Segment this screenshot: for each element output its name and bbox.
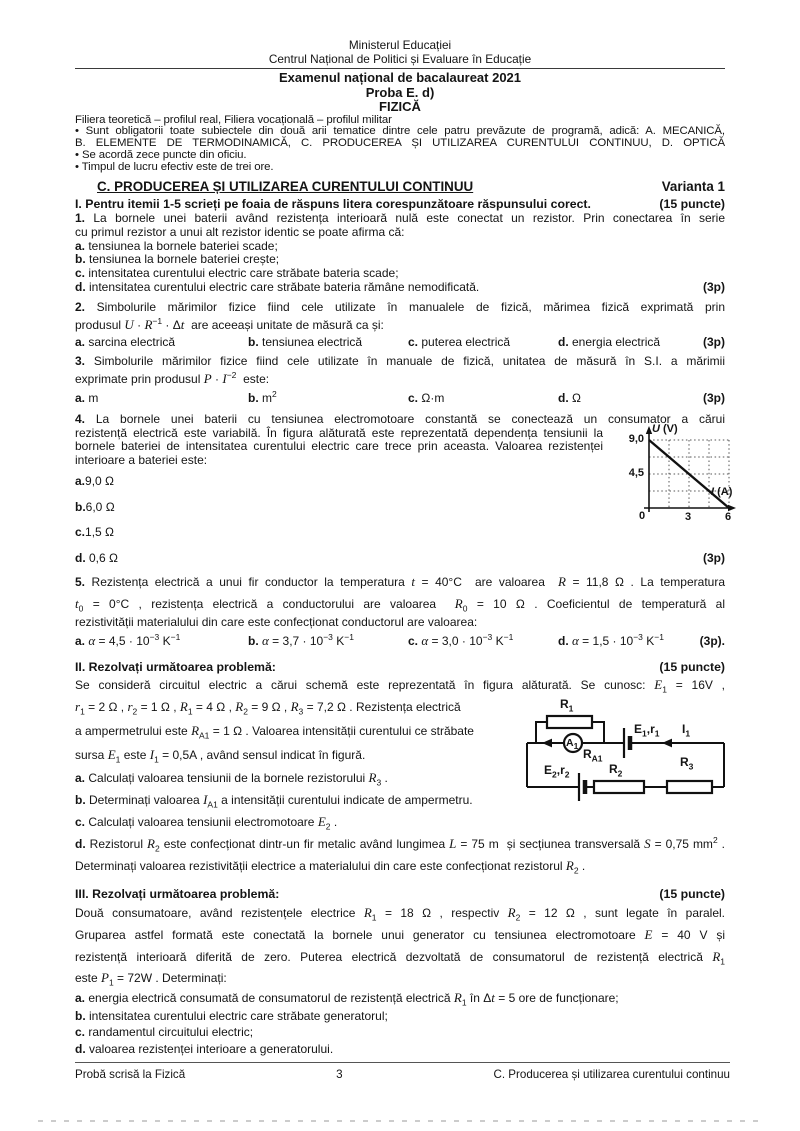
s2-line4: sursa $E_1$ este $I_1 = 0,5A$ , având sensul indicat în figură. xyxy=(75,746,366,764)
bullet-oficiu: • Se acordă zece puncte din oficiu. xyxy=(75,149,247,162)
q3-option-a: a. m xyxy=(75,390,99,405)
graph-ylabel: U (V) xyxy=(652,422,678,435)
q4-option-d: d. 0,6 Ω xyxy=(75,550,118,565)
graph-origin-label: 0 xyxy=(639,509,646,522)
s3-task-b: b. intensitatea curentului electric care străbate generatorul; xyxy=(75,1008,388,1023)
q5-points: (3p). xyxy=(699,633,725,648)
ministry-line: Ministerul Educației xyxy=(348,38,452,52)
graph-xtick-3: 3 xyxy=(685,510,692,523)
q2-option-b: b. tensiunea electrică xyxy=(248,334,363,349)
subject1-heading-row xyxy=(75,197,725,212)
subject2-points: (15 puncte) xyxy=(659,659,725,674)
q5-option-d: d. $\alpha = 1,5 \cdot 10^{-3}$ $K^{-1}$ xyxy=(558,631,664,648)
s3-line2: Gruparea astfel formată este conectată la bornele unui generator cu tensiunea electromotoare E = 40 V și xyxy=(75,926,725,942)
s3-line3: rezistență interioară diferită de zero. Puterea electrică dezvoltată de consumatorul de rezistență electrică $R_1$ xyxy=(75,948,725,966)
graph-ytick-45: 4,5 xyxy=(628,466,644,479)
q2-option-c: c. puterea electrică xyxy=(408,334,511,349)
resistor-R2 xyxy=(594,781,644,793)
q5-line1: 5. Rezistența electrică a unui fir conductor la temperatura t = 40°C are valoarea R = 11,8 Ω . La temperatura xyxy=(75,573,725,589)
q4-option-b: b. 6,0 Ω xyxy=(75,499,115,514)
question-3 xyxy=(75,354,725,408)
question-5 xyxy=(75,571,725,652)
subject2-title: II. Rezolvați următoarea problemă: xyxy=(75,659,276,674)
q5-option-a: a. $\alpha = 4,5 \cdot 10^{-3}$ $K^{-1}$ xyxy=(75,631,181,648)
q3-option-d: d. Ω xyxy=(558,390,581,405)
s3-line4: este $P_1 = 72W$ . Determinați: xyxy=(75,969,227,987)
subject3-points: (15 puncte) xyxy=(659,886,725,901)
subject1-title: I. Pentru itemii 1-5 scrieți pe foaia de răspuns litera corespunzătoare răspunsului corect. xyxy=(75,197,591,212)
s3-task-c: c. randamentul circuitului electric; xyxy=(75,1025,254,1039)
graph-xlabel: I (A) xyxy=(711,485,733,498)
s3-task-a: a. energia electrică consumată de consumatorul de rezistență electrică $R_1$ în Δt = 5 ore de funcționare; xyxy=(75,989,619,1007)
q5-options-row xyxy=(75,630,725,652)
label-E2r2: $E_2,r_2$ xyxy=(544,762,570,779)
q5-option-b: b. $\alpha = 3,7 \cdot 10^{-3}$ $K^{-1}$ xyxy=(248,631,354,648)
variant-label: Varianta 1 xyxy=(661,179,725,195)
s2-task-a: a. Calculați valoarea tensiunii de la bornele rezistorului $R_3$ . xyxy=(75,769,388,787)
subject3 xyxy=(75,887,725,1058)
bullet-subiecte-line1: • Sunt obligatorii toate subiectele din două arii tematice dintre cele patru prevăzute de programă, adică: A. MECANICĂ, xyxy=(75,125,725,138)
label-A1: $A_1$ xyxy=(566,736,579,751)
s2-task-b: b. Determinați valoarea $I_{A1}$ a intensității curentului indicate de ampermetru. xyxy=(75,791,473,809)
q1-option-d-row xyxy=(75,281,725,295)
filiera-line: Filiera teoretică – profilul real, Filiera vocațională – profilul militar xyxy=(75,113,392,126)
center-name-line: Centrul Național de Politici și Evaluare în Educație xyxy=(268,52,532,66)
footer-page-number: 3 xyxy=(336,1068,343,1081)
q1-option-b: b. tensiunea la bornele bateriei crește; xyxy=(75,252,280,267)
q4-option-c: c. 1,5 Ω xyxy=(75,525,115,539)
q3-line2: exprimate prin produsul $P \cdot I^{-2}$ este: xyxy=(75,369,270,386)
label-I1: $I_1$ xyxy=(682,721,691,738)
s2-task-c: c. Calculați valoarea tensiunii electromotoare $E_2$ . xyxy=(75,813,338,831)
label-E1r1: $E_1,r_1$ xyxy=(634,721,660,738)
label-R1: $R_1$ xyxy=(560,696,574,713)
subject3-heading-row xyxy=(75,887,725,902)
q5-line2: $t_0 = 0^\circ C$ , rezistența electrică a conductorului are valoarea $R_0 = 10$ Ω . Coeficientul de temperatură al xyxy=(75,595,726,613)
label-R3: $R_3$ xyxy=(680,754,694,771)
footer-left: Probă scrisă la Fizică xyxy=(75,1068,186,1081)
subject3-title: III. Rezolvați următoarea problemă: xyxy=(75,886,280,901)
q4-body: rezistență electrică este variabilă. În figura alăturată este reprezentată dependența tensiunii la bornele bateriei de intensitatea curentului electric care trece prin aceasta. Valoarea rezistenței interioare a bateriei este: xyxy=(75,425,603,468)
subject1-points: (15 puncte) xyxy=(659,197,725,212)
q5-option-c: c. $\alpha = 3,0 \cdot 10^{-3}$ $K^{-1}$ xyxy=(408,631,514,648)
q3-line1: 3. Simbolurile mărimilor fizice fiind cele utilizate în manuale de fizică, unitatea de măsură în S.I. a mărimii xyxy=(75,353,725,368)
label-RA1: $R_{A1}$ xyxy=(583,746,603,763)
s3-task-d: d. valoarea rezistenței interioare a generatorului. xyxy=(75,1041,334,1056)
resistor-R1 xyxy=(547,716,592,728)
q1-points: (3p) xyxy=(703,280,725,295)
scan-artifact-line xyxy=(38,1120,762,1122)
current-arrow-I1 xyxy=(662,738,672,747)
graph-xtick-6: 6 xyxy=(725,510,732,523)
subject-name: FIZICĂ xyxy=(379,99,421,114)
q1-line2: cu primul rezistor a unui alt rezistor identic se poate afirma că: xyxy=(75,224,405,239)
section-title: C. PRODUCEREA ȘI UTILIZAREA CURENTULUI CONTINUU xyxy=(97,179,474,195)
q1-option-a: a. tensiunea la bornele bateriei scade; xyxy=(75,238,278,253)
s2-task-d: d. Rezistorul $R_2$ este confecționat dintr-un fir metalic având lungimea L = 75 m și secțiunea transversală S = 0,75 $mm^2$ . Determinați valoarea rezistivității electrice a materialului din care este confecționat rezistorul $R_2$ . xyxy=(75,834,726,875)
question-4 xyxy=(75,411,733,565)
exam-title: Examenul național de bacalaureat 2021 xyxy=(278,70,522,85)
subject2 xyxy=(75,660,725,877)
s2-line1: Se consideră circuitul electric a cărui schemă este reprezentată în figura alăturată. Se cunosc: $E_1 = 16V$ , xyxy=(75,676,726,694)
subject2-heading-row xyxy=(75,660,725,675)
resistor-R3 xyxy=(667,781,712,793)
q4-points: (3p) xyxy=(703,550,725,565)
bullet-timp: • Timpul de lucru efectiv este de trei ore. xyxy=(75,161,274,174)
proba-line: Proba E. d) xyxy=(365,84,435,100)
q3-points: (3p) xyxy=(703,390,725,405)
q4-option-a: a. 9,0 Ω xyxy=(75,474,115,488)
footer-right: C. Producerea și utilizarea curentului continuu xyxy=(493,1068,730,1081)
header-rule xyxy=(75,68,725,69)
s2-line3: a ampermetrului este $R_{A1} = 1$ Ω . Valoarea intensității curentului ce străbate xyxy=(75,722,474,740)
circuit-diagram xyxy=(524,690,738,818)
q2-option-d: d. energia electrică xyxy=(558,334,661,349)
q2-line1: 2. Simbolurile mărimilor fizice fiind cele utilizate în manualele de fizică, mărimea fizică exprimată prin xyxy=(75,299,725,314)
page-footer xyxy=(75,1062,730,1081)
s2-line2: $r_1 = 2$ Ω , $r_2 = 1$ Ω , $R_1 = 4$ Ω , $R_2 = 9$ Ω , $R_3 = 7,2$ Ω . Rezistența electrică xyxy=(75,698,461,716)
s3-line1: Două consumatoare, având rezistențele electrice $R_1 = 18$ Ω , respectiv $R_2 = 12$ Ω , sunt legate în paralel. xyxy=(75,904,725,922)
current-arrow-ammeter xyxy=(542,738,552,747)
question-2 xyxy=(75,300,725,350)
q2-points: (3p) xyxy=(703,334,725,349)
graph-ytick-9: 9,0 xyxy=(628,432,644,445)
q3-option-c: c. Ω·m xyxy=(408,390,445,405)
q1-option-c: c. intensitatea curentului electric care străbate bateria scade; xyxy=(75,266,399,281)
q5-line3: rezistivității materialului din care este confecționat conductorul are valoarea: xyxy=(75,614,478,629)
q1-line1: 1. La bornele unei baterii având rezistența interioară nulă este conectat un rezistor. Prin conectarea în serie xyxy=(75,211,725,226)
section-heading-row xyxy=(75,178,725,195)
q2-option-a: a. sarcina electrică xyxy=(75,334,176,349)
question-1 xyxy=(75,212,725,295)
s2-circuit-figure xyxy=(524,690,738,818)
q4-option-d-row xyxy=(75,551,725,565)
bullet-subiecte-line2: B. ELEMENTE DE TERMODINAMICĂ, C. PRODUCEREA ȘI UTILIZAREA CURENTULUI CONTINUU, D. OPTICĂ xyxy=(75,137,725,150)
q1-option-d: d. intensitatea curentului electric care străbate bateria rămâne nemodificată. xyxy=(75,280,480,295)
q3-options-row xyxy=(75,389,725,408)
q4-graph-figure xyxy=(619,424,739,530)
q4-line1: 4. La bornele unei baterii cu tensiunea electromotoare constantă se conectează un consumator a cărui xyxy=(75,411,725,426)
q2-options-row xyxy=(75,335,725,350)
q3-option-b: b. $m^2$ xyxy=(248,388,277,405)
q2-line2: produsul $U \cdot R^{-1} \cdot \Delta t$ are aceeași unitate de măsură ca și: xyxy=(75,315,384,332)
label-R2: $R_2$ xyxy=(609,761,623,778)
